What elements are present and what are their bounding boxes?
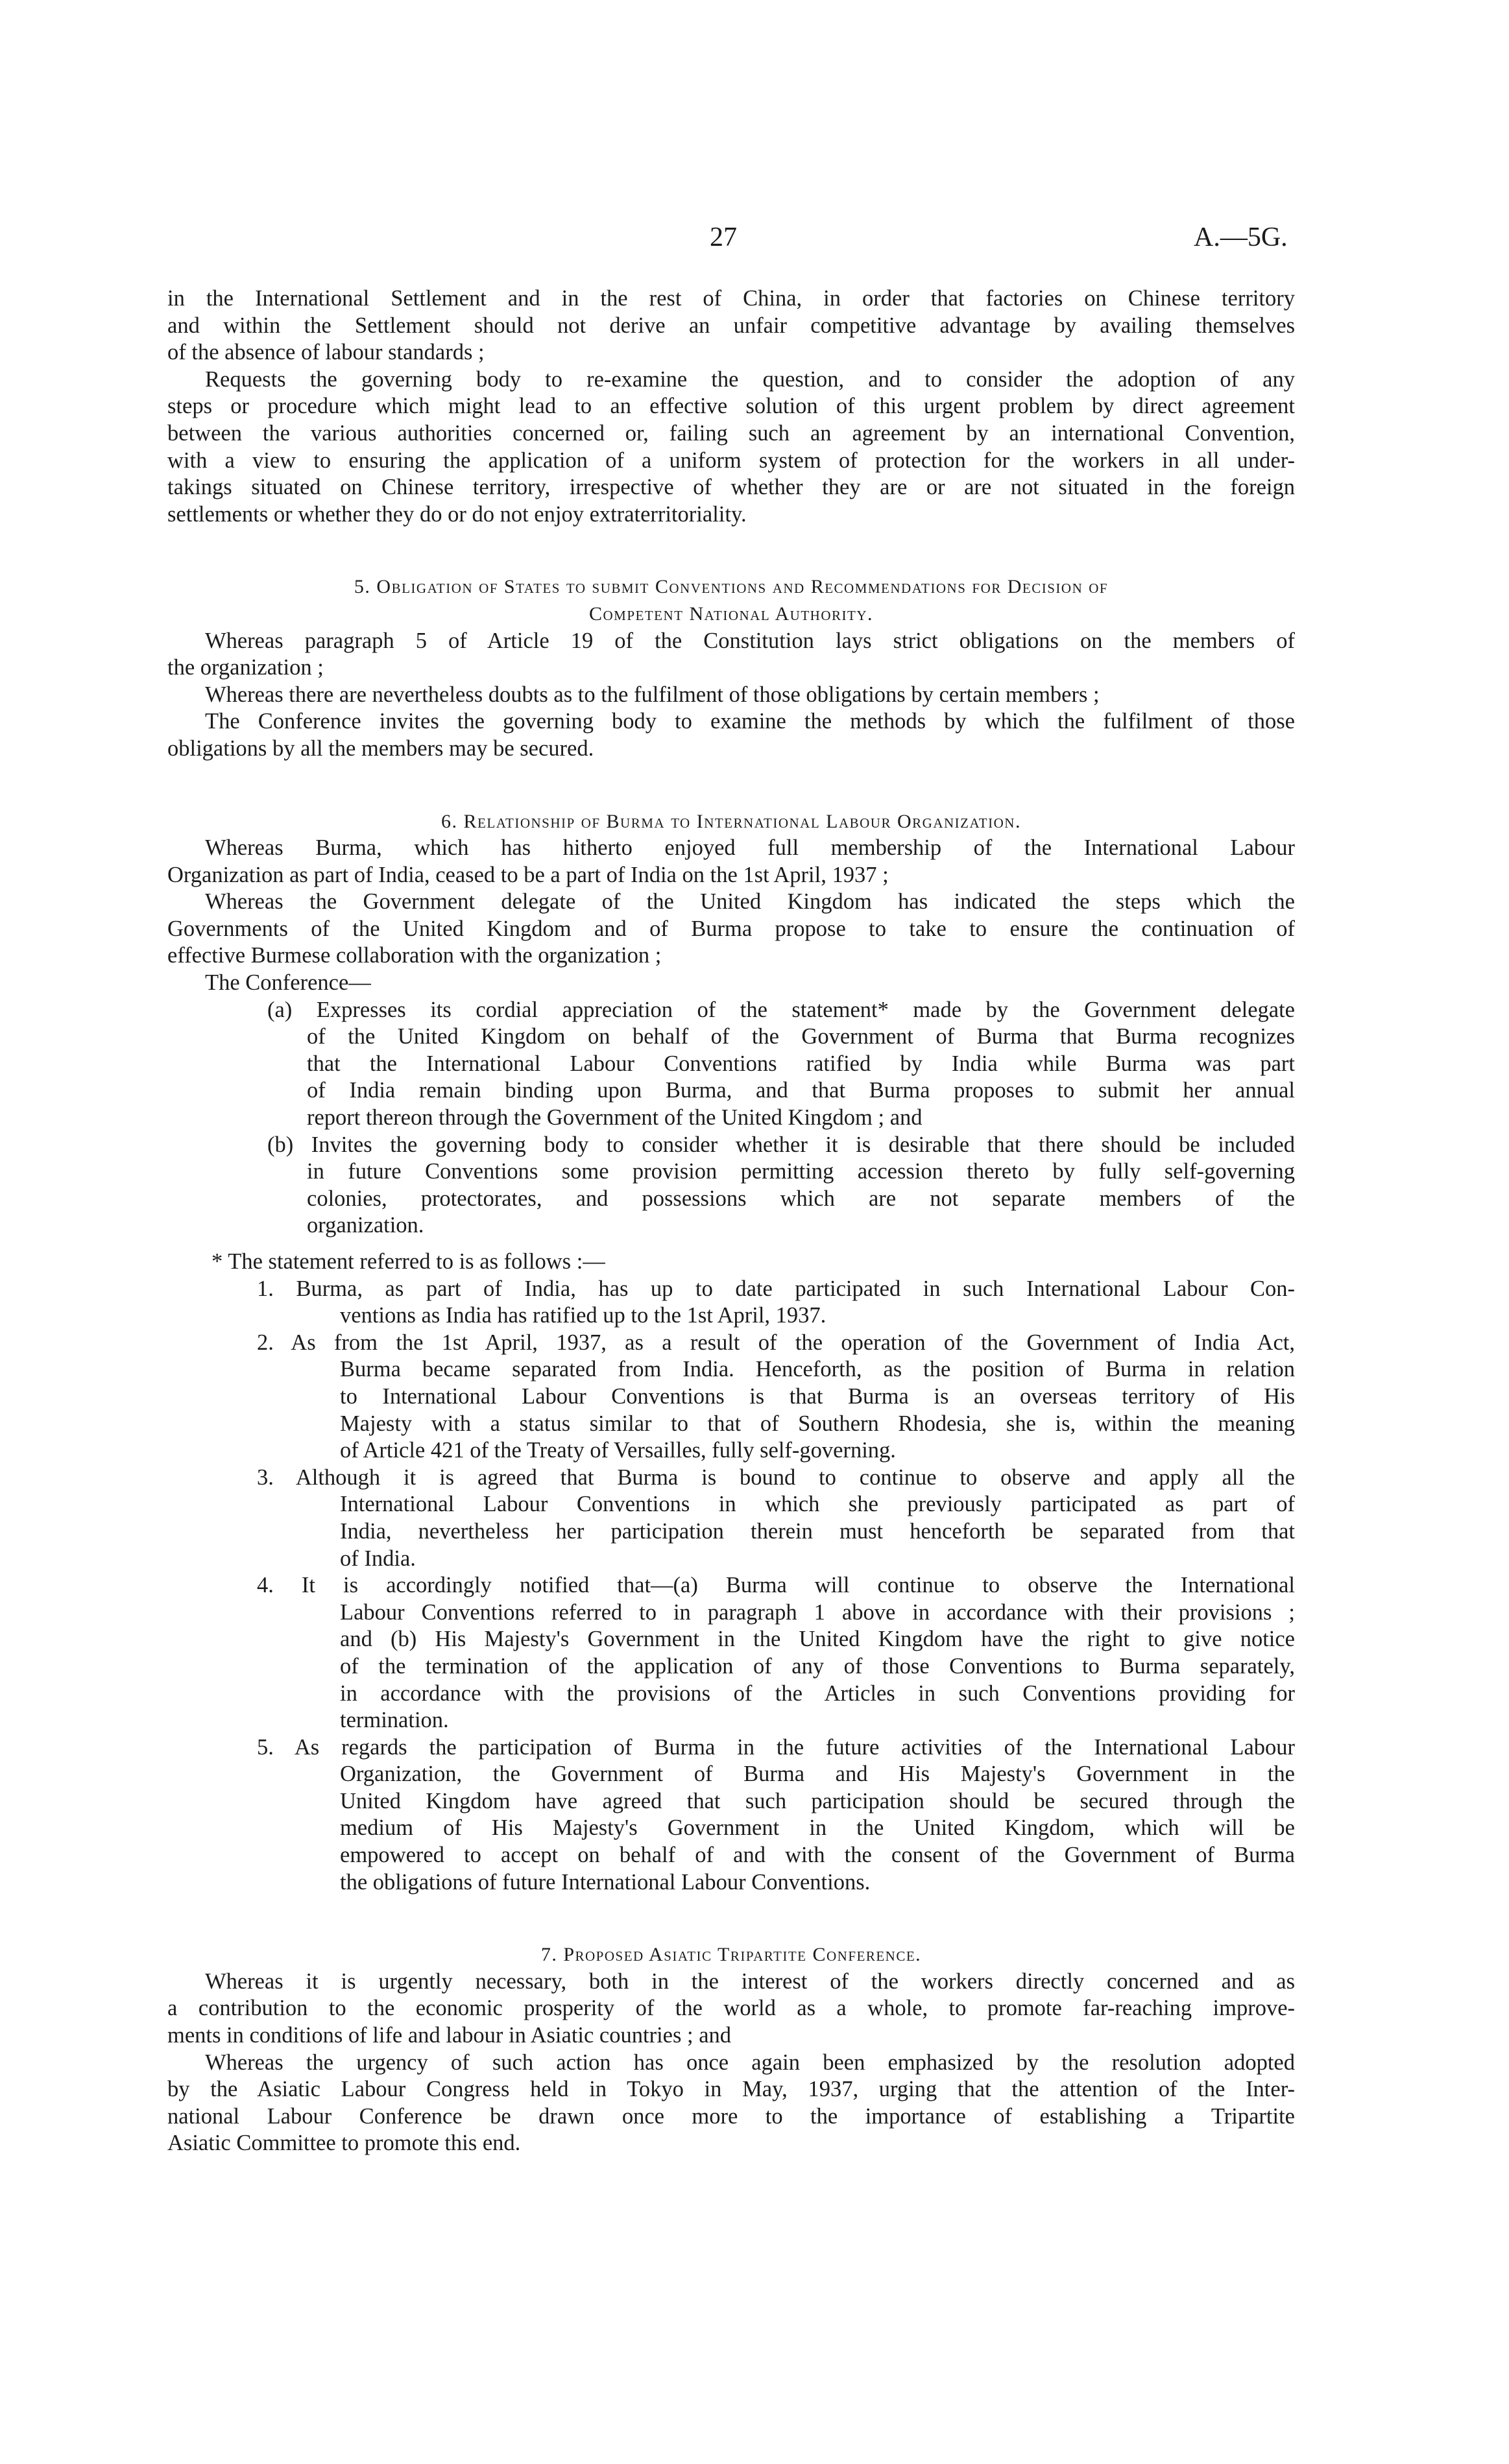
section-7 <box>167 1941 1295 2157</box>
text-line: The Conference invites the governing body to examine the methods by which the fulfilment of those <box>205 709 1295 734</box>
text-line: of Article 421 of the Treaty of Versailles, fully self-governing. <box>340 1438 896 1463</box>
section-6 <box>167 808 1295 1896</box>
text-line: ments in conditions of life and labour in Asiatic countries ; and <box>167 2023 732 2048</box>
text-line: Organization as part of India, ceased to be a part of India on the 1st April, 1937 ; <box>167 862 889 887</box>
requests-paragraph <box>167 366 1295 529</box>
text-line: Governments of the United Kingdom and of Burma propose to take to ensure the continuation of <box>167 916 1295 941</box>
text-line: steps or procedure which might lead to an effective solution of this urgent problem by direct agreement <box>167 394 1295 419</box>
text-line: 1. Burma, as part of India, has up to date participated in such International Labour Con- <box>257 1276 1295 1301</box>
text-line: Whereas Burma, which has hitherto enjoyed full membership of the International Labour <box>205 835 1295 861</box>
text-line: national Labour Conference be drawn once more to the importance of establishing a Tripartite <box>167 2103 1295 2129</box>
section-heading-continued: Competent National Authority. <box>589 603 873 625</box>
text-line: of the United Kingdom on behalf of the Government of Burma that Burma recognizes <box>307 1024 1295 1049</box>
text-line: (a) Expresses its cordial appreciation of the statement* made by the Government delegate <box>267 997 1295 1022</box>
text-line: Whereas there are nevertheless doubts as to the fulfilment of those obligations by certain members ; <box>205 682 1100 707</box>
text-line: United Kingdom have agreed that such participation should be secured through the <box>340 1788 1295 1813</box>
text-line: Majesty with a status similar to that of Southern Rhodesia, she is, within the meaning <box>340 1411 1295 1436</box>
item-b <box>167 1132 1295 1239</box>
text-line: organization. <box>307 1213 424 1238</box>
text-line: of India remain binding upon Burma, and that Burma proposes to submit her annual <box>307 1078 1295 1103</box>
text-line: a contribution to the economic prosperity of the world as a whole, to promote far-reaching improve- <box>167 1996 1295 2021</box>
text-line: Organization, the Government of Burma and His Majesty's Government in the <box>340 1762 1295 1787</box>
text-line: (b) Invites the governing body to consider whether it is desirable that there should be included <box>267 1132 1295 1157</box>
text-line: obligations by all the members may be secured. <box>167 736 594 761</box>
text-line: and within the Settlement should not derive an unfair competitive advantage by availing themselves <box>167 313 1295 338</box>
text-line: Asiatic Committee to promote this end. <box>167 2131 521 2156</box>
section-heading: 5. Obligation of States to submit Conventions and Recommendations for Decision of <box>354 576 1109 598</box>
text-line: Whereas paragraph 5 of Article 19 of the Constitution lays strict obligations on the members of <box>205 628 1295 653</box>
document-body <box>167 285 1295 2157</box>
text-line: termination. <box>340 1708 449 1733</box>
statement-item-3 <box>167 1465 1295 1572</box>
text-line: 4. It is accordingly notified that—(a) Burma will continue to observe the International <box>257 1573 1295 1598</box>
text-line: in accordance with the provisions of the Articles in such Conventions providing for <box>340 1681 1295 1706</box>
text-line: by the Asiatic Labour Congress held in Tokyo in May, 1937, urging that the attention of the Inter- <box>167 2077 1295 2102</box>
text-line: Whereas the Government delegate of the United Kingdom has indicated the steps which the <box>205 889 1295 915</box>
text-line: of the termination of the application of any of those Conventions to Burma separately, <box>340 1653 1295 1679</box>
text-line: that the International Labour Conventions ratified by India while Burma was part <box>307 1051 1295 1076</box>
statement-item-1 <box>167 1276 1295 1330</box>
text-line: Labour Conventions referred to in paragraph 1 above in accordance with their provisions ; <box>340 1599 1295 1625</box>
text-line: the organization ; <box>167 655 324 680</box>
section-heading: 6. Relationship of Burma to International Labour Organization. <box>441 810 1021 832</box>
text-line: report thereon through the Government of the United Kingdom ; and <box>307 1105 923 1130</box>
text-line: 5. As regards the participation of Burma in the future activities of the International Labour <box>257 1734 1295 1760</box>
text-line: International Labour Conventions in which she previously participated as part of <box>340 1492 1295 1517</box>
text-line: medium of His Majesty's Government in the United Kingdom, which will be <box>340 1815 1295 1841</box>
intro-paragraph <box>167 285 1295 366</box>
item-a <box>167 997 1295 1132</box>
document-reference: A.—5G. <box>1194 222 1288 252</box>
statement-item-5 <box>167 1734 1295 1896</box>
section-5 <box>167 573 1295 762</box>
text-line: colonies, protectorates, and possessions which are not separate members of the <box>307 1186 1295 1211</box>
text-line: 3. Although it is agreed that Burma is bound to continue to observe and apply all the <box>257 1465 1295 1490</box>
text-line: in future Conventions some provision permitting accession thereto by fully self-governing <box>307 1159 1295 1184</box>
text-line: with a view to ensuring the application of a uniform system of protection for the workers in all under- <box>167 448 1295 473</box>
text-line: of India. <box>340 1546 416 1571</box>
text-line: Burma became separated from India. Henceforth, as the position of Burma in relation <box>340 1357 1295 1382</box>
text-line: Whereas it is urgently necessary, both in the interest of the workers directly concerned and as <box>205 1968 1295 1994</box>
text-line: effective Burmese collaboration with the organization ; <box>167 943 662 968</box>
text-line: the obligations of future International Labour Conventions. <box>340 1869 871 1895</box>
footnote-intro: * The statement referred to is as follows :— <box>211 1249 605 1274</box>
text-line: The Conference— <box>205 970 371 996</box>
statement-item-4 <box>167 1572 1295 1734</box>
text-line: of the absence of labour standards ; <box>167 340 485 365</box>
text-line: Requests the governing body to re-examine the question, and to consider the adoption of any <box>205 366 1295 392</box>
page-number: 27 <box>710 222 737 252</box>
text-line: India, nevertheless her participation therein must henceforth be separated from that <box>340 1518 1295 1544</box>
text-line: settlements or whether they do or do not enjoy extraterritoriality. <box>167 501 747 527</box>
text-line: to International Labour Conventions is that Burma is an overseas territory of His <box>340 1383 1295 1409</box>
text-line: ventions as India has ratified up to the 1st April, 1937. <box>340 1303 827 1328</box>
text-line: 2. As from the 1st April, 1937, as a result of the operation of the Government of India Act, <box>257 1330 1295 1355</box>
text-line: Whereas the urgency of such action has once again been emphasized by the resolution adopted <box>205 2050 1295 2075</box>
text-line: empowered to accept on behalf of and with the consent of the Government of Burma <box>340 1843 1295 1868</box>
section-heading: 7. Proposed Asiatic Tripartite Conference. <box>540 1944 922 1966</box>
text-line: between the various authorities concerned or, failing such an agreement by an international Convention, <box>167 420 1295 446</box>
statement-item-2 <box>167 1330 1295 1465</box>
text-line: and (b) His Majesty's Government in the United Kingdom have the right to give notice <box>340 1627 1295 1652</box>
text-line: takings situated on Chinese territory, irrespective of whether they are or are not situated in the foreign <box>167 475 1295 500</box>
text-line: in the International Settlement and in the rest of China, in order that factories on Chinese territory <box>167 286 1295 311</box>
